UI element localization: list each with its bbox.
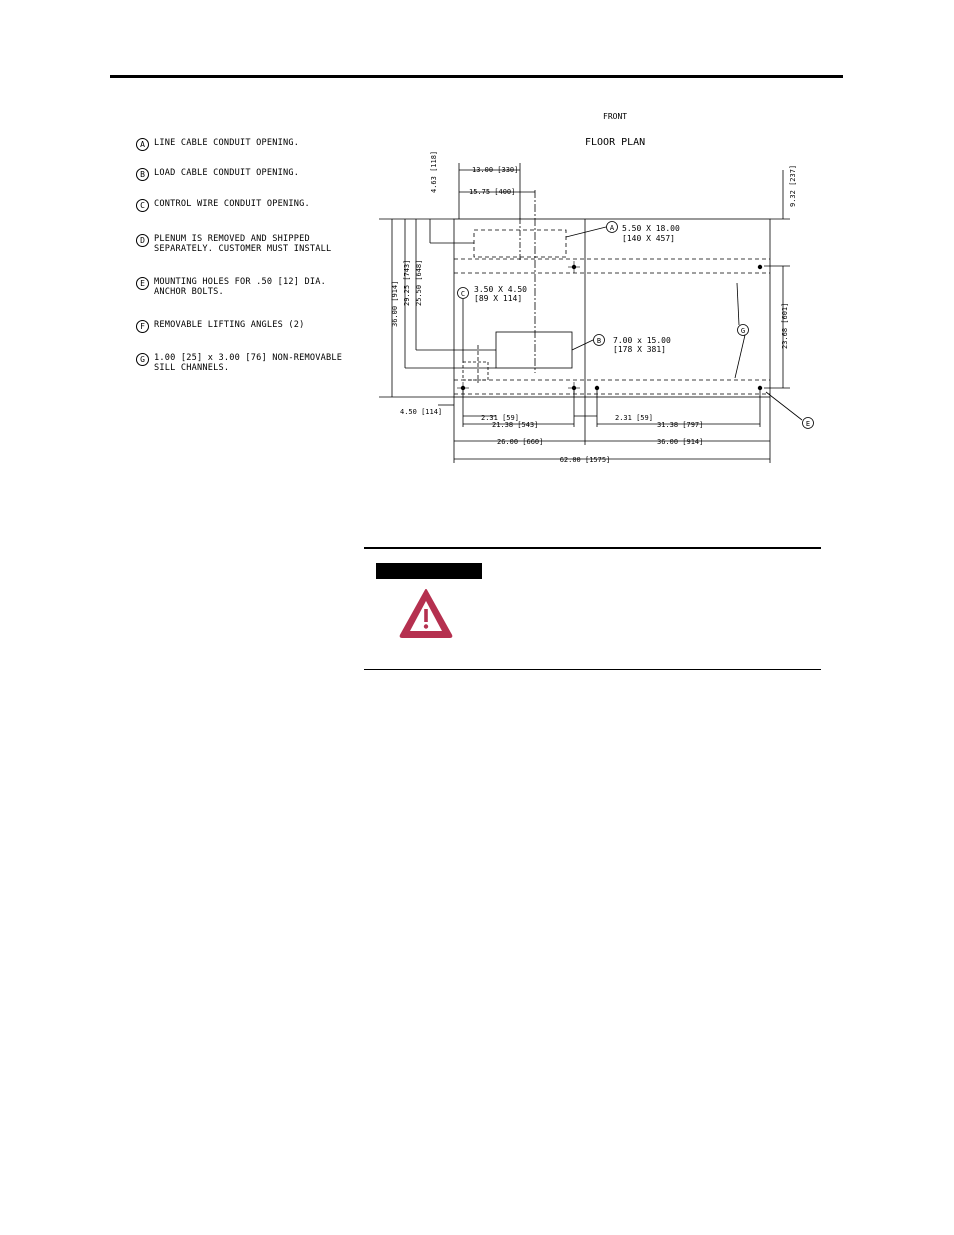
dimension-label: 29.25 [743] <box>403 259 411 306</box>
dimension-label: 9.32 [237] <box>789 164 797 207</box>
dimension-label: 4.50 [114] <box>400 408 443 416</box>
legend-text: MOUNTING HOLES FOR .50 [12] DIA. ANCHOR BOLTS. <box>154 277 326 297</box>
dimension-label: 21.38 [543] <box>492 421 539 429</box>
dimension-label: 36.00 [914] <box>391 280 399 327</box>
callout-b-size-metric: [178 X 381] <box>613 345 666 354</box>
leader-line <box>737 283 739 325</box>
floor-plan-title: FLOOR PLAN <box>585 137 646 148</box>
front-label: FRONT <box>603 112 628 121</box>
leader-line <box>735 335 745 378</box>
legend-mark: E <box>136 277 149 290</box>
legend-text: LOAD CABLE CONDUIT OPENING. <box>154 168 300 178</box>
legend-mark: B <box>136 168 149 181</box>
callout-b-size: 7.00 x 15.00 <box>613 336 671 345</box>
cabinet-outline <box>454 219 770 397</box>
opening-b <box>496 332 572 368</box>
opening-c <box>463 362 488 380</box>
dimension-label: 31.38 [797] <box>657 421 704 429</box>
dimension-label: 62.00 [1575] <box>559 456 611 464</box>
warning-box <box>364 547 821 670</box>
callout-mark: A <box>609 224 615 232</box>
mounting-holes <box>461 265 762 390</box>
legend-mark: D <box>136 234 149 247</box>
legend-text: CONTROL WIRE CONDUIT OPENING. <box>154 199 310 209</box>
dimension-label: 4.63 [118] <box>430 150 438 193</box>
dimension-label: 13.00 [330] <box>472 166 519 174</box>
callout-mark: G <box>740 327 746 335</box>
callout-c-size: 3.50 X 4.50 <box>474 285 527 294</box>
dimension-label: 23.68 [601] <box>781 302 789 349</box>
dimension-label: 15.75 [400] <box>469 188 516 196</box>
callout-a-size: 5.50 X 18.00 <box>622 224 680 233</box>
dimension-label: 25.50 [648] <box>415 259 423 306</box>
floor-plan-drawing <box>0 0 954 480</box>
legend-mark: A <box>136 138 149 151</box>
leader-line <box>572 340 593 350</box>
legend-text: LINE CABLE CONDUIT OPENING. <box>154 138 300 148</box>
legend-text: REMOVABLE LIFTING ANGLES (2) <box>154 320 305 330</box>
legend-text: 1.00 [25] x 3.00 [76] NON-REMOVABLE SILL CHANNELS. <box>154 353 343 373</box>
legend-text: PLENUM IS REMOVED AND SHIPPED SEPARATELY. CUSTOMER MUST INSTALL <box>154 234 332 254</box>
legend-mark: C <box>136 199 149 212</box>
legend-mark: F <box>136 320 149 333</box>
callout-mark: E <box>805 420 811 428</box>
warning-triangle-icon <box>398 587 454 639</box>
warning-badge <box>376 563 482 579</box>
callout-mark: B <box>596 337 602 345</box>
dimension-label: 36.00 [914] <box>657 438 704 446</box>
callout-mark: C <box>460 290 466 298</box>
callout-a-size-metric: [140 X 457] <box>622 234 675 243</box>
legend-mark: G <box>136 353 149 366</box>
dimension-label: 2.31 [59] <box>615 414 653 422</box>
leader-line <box>566 227 606 237</box>
callout-c-size-metric: [89 X 114] <box>474 294 523 303</box>
leader-line <box>766 392 802 420</box>
dimension-label: 26.00 [660] <box>497 438 544 446</box>
dimension-label: 2.31 [59] <box>481 414 519 422</box>
